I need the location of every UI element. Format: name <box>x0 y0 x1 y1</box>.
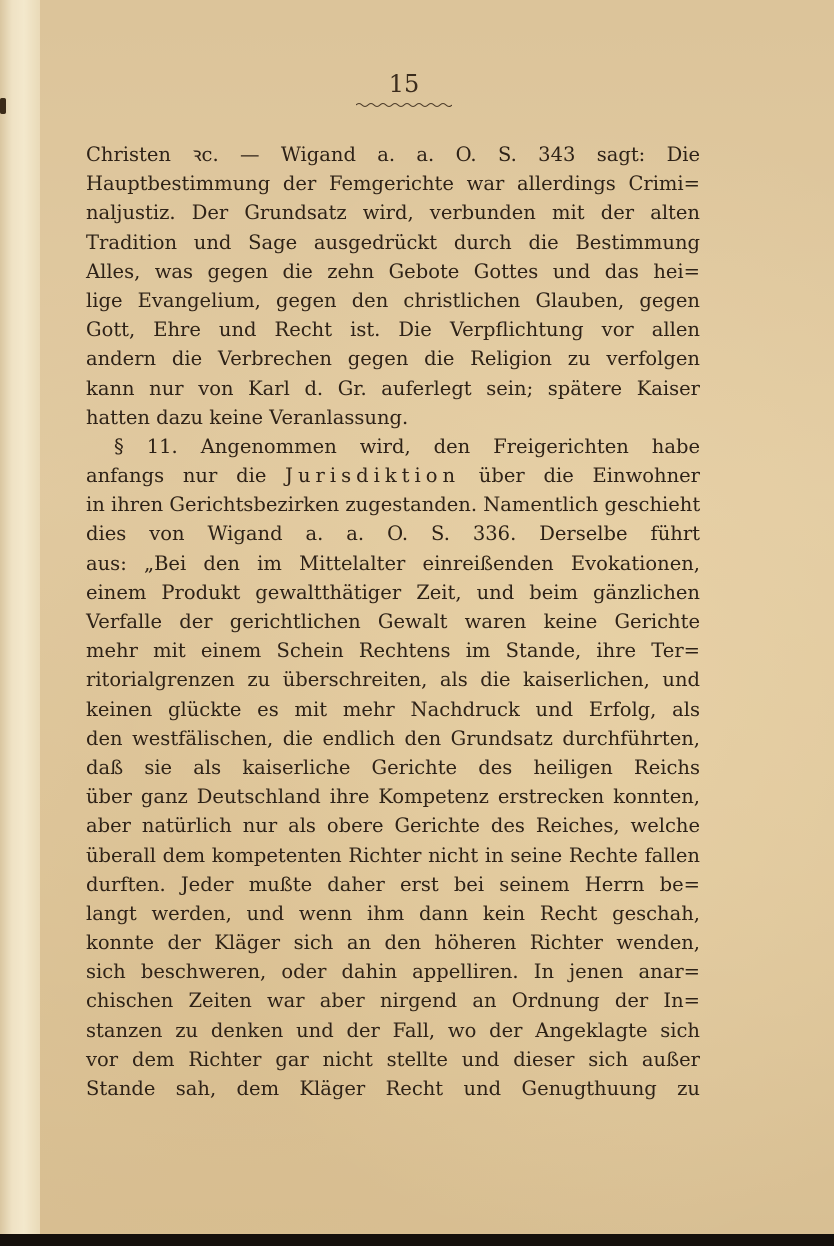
text-line: kann nur von Karl d. Gr. auferlegt sein; spätere Kaiser <box>86 376 700 400</box>
text-line: hatten dazu keine Veranlassung. <box>86 405 409 429</box>
text-line: Christen ꝛc. — Wigand a. a. O. S. 343 sagt: Die <box>86 143 700 166</box>
text-line: durften. Jeder mußte daher erst bei seinem Herrn be= <box>86 872 700 896</box>
text-line: einem Produkt gewaltthätiger Zeit, und beim gänzlichen <box>86 580 700 604</box>
text-line: den westfälischen, die endlich den Grundsatz durchführten, <box>86 726 700 750</box>
book-page <box>40 0 834 1234</box>
emphasized-term: Jurisdiktion <box>285 464 461 488</box>
text-line: stanzen zu denken und der Fall, wo der Angeklagte sich <box>86 1018 700 1042</box>
binding-edge <box>0 0 40 1234</box>
text-line: chischen Zeiten war aber nirgend an Ordnung der In= <box>86 989 700 1013</box>
text-line <box>86 461 700 490</box>
page-bottom-shadow <box>0 1234 834 1246</box>
body-text <box>86 140 700 1103</box>
text-line: lige Evangelium, gegen den christlichen Glauben, gegen <box>86 288 700 312</box>
text-line: Alles, was gegen die zehn Gebote Gottes und das hei= <box>86 259 700 283</box>
text-line: aber natürlich nur als obere Gerichte des Reiches, welche <box>86 814 700 838</box>
text-line: Tradition und Sage ausgedrückt durch die Bestimmung <box>86 230 700 254</box>
text-line: ritorialgrenzen zu überschreiten, als die kaiserlichen, und <box>86 668 700 692</box>
text-line: mehr mit einem Schein Rechtens im Stande, ihre Ter= <box>86 639 700 663</box>
text-line: Gott, Ehre und Recht ist. Die Verpflichtung vor allen <box>86 318 700 342</box>
text-line: daß sie als kaiserliche Gerichte des heiligen Reichs <box>86 755 700 779</box>
text-line: Stande sah, dem Kläger Recht und Genugthuung zu <box>86 1077 700 1100</box>
text-line: keinen glückte es mit mehr Nachdruck und Erfolg, als <box>86 697 700 721</box>
text-line: andern die Verbrechen gegen die Religion zu verfolgen <box>86 347 700 371</box>
text-line: dies von Wigand a. a. O. S. 336. Derselbe führt <box>86 522 700 546</box>
text-line: vor dem Richter gar nicht stellte und dieser sich außer <box>86 1047 700 1071</box>
text-line: konnte der Kläger sich an den höheren Richter wenden, <box>86 931 700 955</box>
wavy-rule-ornament <box>356 102 452 108</box>
text-line: naljustiz. Der Grundsatz wird, verbunden mit der alten <box>86 201 700 225</box>
text-line: sich beschweren, oder dahin appelliren. In jenen anar= <box>86 960 700 984</box>
text-segment: über die Einwohner <box>460 464 700 488</box>
text-line: § 11. Angenommen wird, den Freigerichten habe <box>114 434 700 458</box>
text-line: überall dem kompetenten Richter nicht in seine Rechte fallen <box>86 843 700 867</box>
text-segment: anfangs nur die <box>86 464 286 488</box>
text-line: in ihren Gerichtsbezirken zugestanden. Namentlich geschieht <box>86 493 701 517</box>
text-line: aus: „Bei den im Mittelalter einreißenden Evokationen, <box>86 551 700 575</box>
text-line: Hauptbestimmung der Femgerichte war allerdings Crimi= <box>86 172 700 196</box>
page-number: 15 <box>388 70 420 98</box>
binding-mark <box>0 98 6 114</box>
text-line: langt werden, und wenn ihm dann kein Recht geschah, <box>86 901 700 925</box>
text-line: Verfalle der gerichtlichen Gewalt waren keine Gerichte <box>86 610 700 633</box>
text-line: über ganz Deutschland ihre Kompetenz erstrecken konnten, <box>86 785 700 809</box>
